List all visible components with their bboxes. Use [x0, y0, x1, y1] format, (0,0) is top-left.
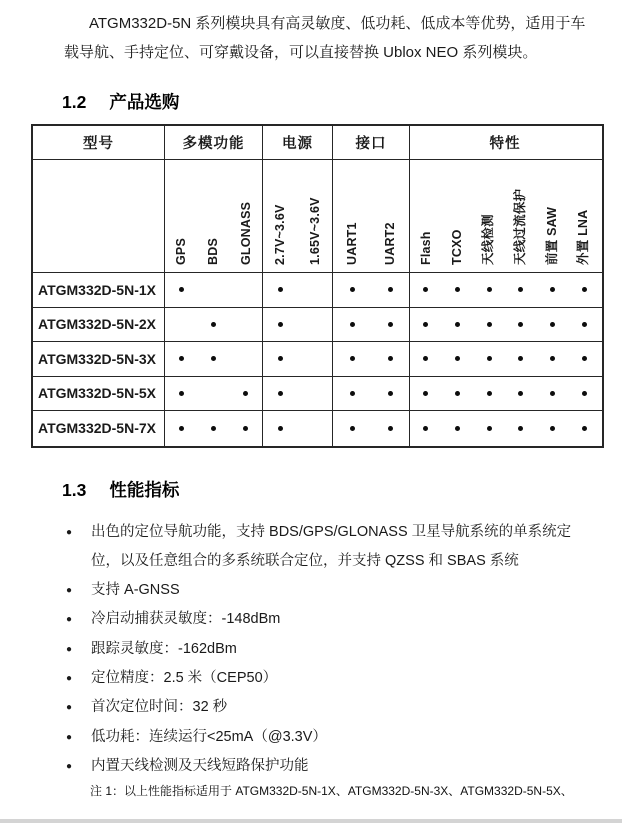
footnote: 注 1：以上性能指标适用于 ATGM332D-5N-1X、ATGM332D-5N-3X、ATGM332D-5N-5X、 [90, 784, 573, 799]
matrix-cell [263, 342, 298, 376]
matrix-cell [263, 308, 298, 342]
rotated-column-label: 天线检测 [481, 214, 496, 265]
rotated-column-label: UART1 [345, 222, 359, 265]
subheader-cell [298, 160, 333, 272]
matrix-cell [537, 273, 569, 307]
bullet-item [66, 664, 594, 693]
dot-indicator-icon [550, 322, 555, 327]
subheader-cell [263, 160, 298, 272]
row-group-interface [333, 377, 410, 411]
matrix-cell [505, 273, 537, 307]
section-number: 1.2 [62, 92, 87, 112]
dot-indicator-icon [388, 356, 393, 361]
bullet-icon: ● [66, 614, 73, 626]
column-header-interface: 接口 [333, 126, 410, 159]
rotated-column-label: 1.65V~3.6V [307, 197, 322, 265]
subheader-cell [473, 160, 505, 272]
row-group-power [263, 342, 333, 376]
matrix-cell [230, 411, 262, 446]
matrix-cell [442, 411, 474, 446]
matrix-cell [473, 342, 505, 376]
subheader-group-power [263, 160, 333, 272]
dot-indicator-icon [423, 391, 428, 396]
section-title: 性能指标 [109, 479, 180, 500]
bullet-item [66, 723, 594, 752]
bullet-item [66, 605, 594, 634]
row-group-interface [333, 308, 410, 342]
row-group-multimode [165, 308, 263, 342]
bullet-item [66, 635, 594, 664]
model-cell [33, 377, 165, 411]
matrix-cell [197, 377, 229, 411]
matrix-cell [263, 377, 298, 411]
dot-indicator-icon [518, 426, 523, 431]
row-group-multimode [165, 342, 263, 376]
row-group-power [263, 411, 333, 446]
matrix-cell [537, 342, 569, 376]
rotated-column-label: BDS [206, 238, 221, 265]
table-row [33, 411, 602, 446]
table-row [33, 273, 602, 308]
row-group-power [263, 377, 333, 411]
matrix-cell [165, 342, 197, 376]
dot-indicator-icon [211, 426, 216, 431]
dot-indicator-icon [550, 426, 555, 431]
column-header-features: 特性 [489, 136, 521, 152]
table-subheader-row [33, 160, 602, 273]
matrix-cell [333, 273, 371, 307]
matrix-cell [197, 273, 229, 307]
section-title: 产品选购 [109, 92, 180, 112]
matrix-cell [568, 308, 600, 342]
matrix-cell [568, 377, 600, 411]
matrix-cell [537, 377, 569, 411]
model-cell [33, 308, 165, 342]
dot-indicator-icon [278, 356, 283, 361]
dot-indicator-icon [550, 287, 555, 292]
section-heading-performance [62, 478, 622, 502]
dot-indicator-icon [278, 426, 283, 431]
matrix-cell [298, 308, 333, 342]
column-header-multimode: 多模功能 [165, 126, 263, 159]
dot-indicator-icon [455, 391, 460, 396]
rotated-column-label: TCXO [450, 229, 465, 265]
row-group-features [410, 342, 600, 376]
matrix-cell [230, 342, 262, 376]
subheader-cell [371, 160, 409, 272]
bullet-item [66, 752, 594, 781]
subheader-cell [410, 160, 442, 272]
row-group-power [263, 273, 333, 307]
column-header-model: 型号 [33, 126, 165, 159]
dot-indicator-icon [423, 426, 428, 431]
matrix-cell [371, 342, 409, 376]
matrix-cell [442, 308, 474, 342]
row-group-interface [333, 411, 410, 446]
dot-indicator-icon [518, 356, 523, 361]
dot-indicator-icon [423, 356, 428, 361]
rotated-column-label: GPS [174, 238, 189, 265]
subheader-cell [197, 160, 229, 272]
page-bottom-bar [0, 819, 622, 823]
bullet-line: 低功耗：连续运行<25mA（@3.3V） [91, 728, 327, 745]
bullet-line: 内置天线检测及天线短路保护功能 [91, 757, 309, 774]
matrix-cell [473, 308, 505, 342]
row-group-interface [333, 273, 410, 307]
performance-bullet-list [66, 518, 594, 782]
subheader-group-interface [333, 160, 410, 272]
dot-indicator-icon [550, 356, 555, 361]
subheader-cell [165, 160, 197, 272]
bullet-line: 跟踪灵敏度：-162dBm [91, 640, 237, 657]
dot-indicator-icon [388, 391, 393, 396]
dot-indicator-icon [487, 391, 492, 396]
dot-indicator-icon [423, 287, 428, 292]
matrix-cell [165, 411, 197, 446]
matrix-cell [410, 308, 442, 342]
section-number: 1.3 [62, 479, 87, 500]
dot-indicator-icon [518, 287, 523, 292]
matrix-cell [371, 273, 409, 307]
bullet-line: 定位精度：2.5 米（CEP50） [91, 669, 278, 686]
model-cell [33, 411, 165, 446]
matrix-cell [230, 308, 262, 342]
matrix-cell [371, 411, 409, 446]
bullet-item [66, 693, 594, 722]
rotated-column-label: GLONASS [238, 201, 253, 265]
dot-indicator-icon [518, 391, 523, 396]
model-name: ATGM332D-5N-5X [38, 385, 156, 402]
dot-indicator-icon [423, 322, 428, 327]
column-header-power: 电源 [263, 126, 333, 159]
table-row [33, 308, 602, 343]
dot-indicator-icon [179, 391, 184, 396]
matrix-cell [197, 308, 229, 342]
dot-indicator-icon [243, 391, 248, 396]
row-group-multimode [165, 377, 263, 411]
matrix-cell [333, 411, 371, 446]
dot-indicator-icon [388, 426, 393, 431]
bullet-icon: ● [66, 731, 73, 743]
dot-indicator-icon [518, 322, 523, 327]
rotated-column-label: 外置 LNA [576, 209, 591, 265]
matrix-cell [568, 273, 600, 307]
dot-indicator-icon [487, 356, 492, 361]
product-selection-table [31, 124, 604, 448]
matrix-cell [568, 411, 600, 446]
subheader-cell [568, 160, 600, 272]
dot-indicator-icon [455, 426, 460, 431]
matrix-cell [537, 411, 569, 446]
dot-indicator-icon [278, 391, 283, 396]
matrix-cell [197, 342, 229, 376]
matrix-cell [410, 273, 442, 307]
subheader-group-features [410, 160, 600, 272]
dot-indicator-icon [388, 322, 393, 327]
matrix-cell [505, 308, 537, 342]
matrix-cell [410, 411, 442, 446]
document-page [0, 9, 622, 799]
matrix-cell [298, 273, 333, 307]
matrix-cell [473, 273, 505, 307]
subheader-cell [537, 160, 569, 272]
row-group-features [410, 377, 600, 411]
dot-indicator-icon [388, 287, 393, 292]
dot-indicator-icon [350, 287, 355, 292]
dot-indicator-icon [455, 356, 460, 361]
dot-indicator-icon [350, 322, 355, 327]
matrix-cell [371, 377, 409, 411]
subheader-cell [505, 160, 537, 272]
model-name: ATGM332D-5N-3X [38, 350, 156, 367]
dot-indicator-icon [550, 391, 555, 396]
bullet-icon: ● [66, 526, 73, 538]
model-name: ATGM332D-5N-2X [38, 316, 156, 333]
bullet-icon: ● [66, 643, 73, 655]
matrix-cell [568, 342, 600, 376]
subheader-cell [333, 160, 371, 272]
dot-indicator-icon [582, 426, 587, 431]
table-header-row [33, 126, 602, 160]
matrix-cell [473, 411, 505, 446]
dot-indicator-icon [179, 356, 184, 361]
matrix-cell [505, 342, 537, 376]
dot-indicator-icon [350, 426, 355, 431]
rotated-column-label: UART2 [383, 222, 397, 265]
matrix-cell [442, 342, 474, 376]
dot-indicator-icon [278, 287, 283, 292]
dot-indicator-icon [278, 322, 283, 327]
dot-indicator-icon [350, 391, 355, 396]
matrix-cell [263, 411, 298, 446]
row-group-features [410, 411, 600, 446]
dot-indicator-icon [211, 356, 216, 361]
rotated-column-label: 前置 SAW [544, 206, 559, 265]
matrix-cell [165, 273, 197, 307]
rotated-column-label: 2.7V~3.6V [273, 204, 288, 265]
subheader-cell [230, 160, 262, 272]
row-group-power [263, 308, 333, 342]
matrix-cell [165, 377, 197, 411]
matrix-cell [442, 273, 474, 307]
bullet-line: 出色的定位导航功能，支持 BDS/GPS/GLONASS 卫星导航系统的单系统定 [91, 523, 572, 540]
bullet-line: 位，以及任意组合的多系统联合定位，并支持 QZSS 和 SBAS 系统 [91, 552, 519, 569]
matrix-cell [197, 411, 229, 446]
rotated-column-label: Flash [418, 231, 433, 265]
model-name: ATGM332D-5N-7X [38, 420, 156, 437]
row-group-multimode [165, 411, 263, 446]
matrix-cell [505, 411, 537, 446]
intro-line: 载导航、手持定位、可穿戴设备，可以直接替换 Ublox NEO 系列模块。 [64, 44, 538, 61]
matrix-cell [537, 308, 569, 342]
dot-indicator-icon [455, 322, 460, 327]
matrix-cell [298, 342, 333, 376]
row-group-multimode [165, 273, 263, 307]
matrix-cell [298, 411, 333, 446]
matrix-cell [410, 342, 442, 376]
bullet-line: 冷启动捕获灵敏度：-148dBm [91, 611, 281, 628]
intro-line: ATGM332D-5N 系列模块具有高灵敏度、低功耗、低成本等优势，适用于车 [89, 15, 586, 32]
dot-indicator-icon [179, 426, 184, 431]
dot-indicator-icon [243, 426, 248, 431]
table-body [33, 273, 602, 446]
row-group-features [410, 308, 600, 342]
matrix-cell [442, 377, 474, 411]
matrix-cell [333, 377, 371, 411]
matrix-cell [333, 308, 371, 342]
dot-indicator-icon [582, 287, 587, 292]
rotated-column-label: 天线过流保护 [512, 188, 527, 265]
row-group-features [410, 273, 600, 307]
matrix-cell [165, 308, 197, 342]
intro-paragraph [64, 9, 596, 67]
matrix-cell [263, 273, 298, 307]
bullet-line: 支持 A-GNSS [91, 582, 180, 599]
section-heading-product-selection [62, 90, 622, 114]
table-row [33, 342, 602, 377]
bullet-icon: ● [66, 702, 73, 714]
dot-indicator-icon [211, 322, 216, 327]
bullet-item [66, 518, 594, 577]
model-name: ATGM332D-5N-1X [38, 281, 156, 298]
matrix-cell [333, 342, 371, 376]
bullet-icon: ● [66, 760, 73, 772]
dot-indicator-icon [487, 287, 492, 292]
model-cell [33, 273, 165, 307]
subheader-cell [442, 160, 474, 272]
matrix-cell [230, 273, 262, 307]
bullet-icon: ● [66, 585, 73, 597]
matrix-cell [230, 377, 262, 411]
matrix-cell [505, 377, 537, 411]
matrix-cell [410, 377, 442, 411]
dot-indicator-icon [582, 322, 587, 327]
dot-indicator-icon [582, 356, 587, 361]
model-cell [33, 342, 165, 376]
dot-indicator-icon [455, 287, 460, 292]
dot-indicator-icon [350, 356, 355, 361]
matrix-cell [473, 377, 505, 411]
bullet-item [66, 576, 594, 605]
dot-indicator-icon [487, 322, 492, 327]
matrix-cell [371, 308, 409, 342]
dot-indicator-icon [179, 287, 184, 292]
bullet-line: 首次定位时间：32 秒 [91, 699, 228, 716]
row-group-interface [333, 342, 410, 376]
subheader-model-empty-cell [33, 160, 165, 272]
subheader-group-multimode [165, 160, 263, 272]
table-row [33, 377, 602, 412]
bullet-icon: ● [66, 672, 73, 684]
dot-indicator-icon [487, 426, 492, 431]
matrix-cell [298, 377, 333, 411]
dot-indicator-icon [582, 391, 587, 396]
